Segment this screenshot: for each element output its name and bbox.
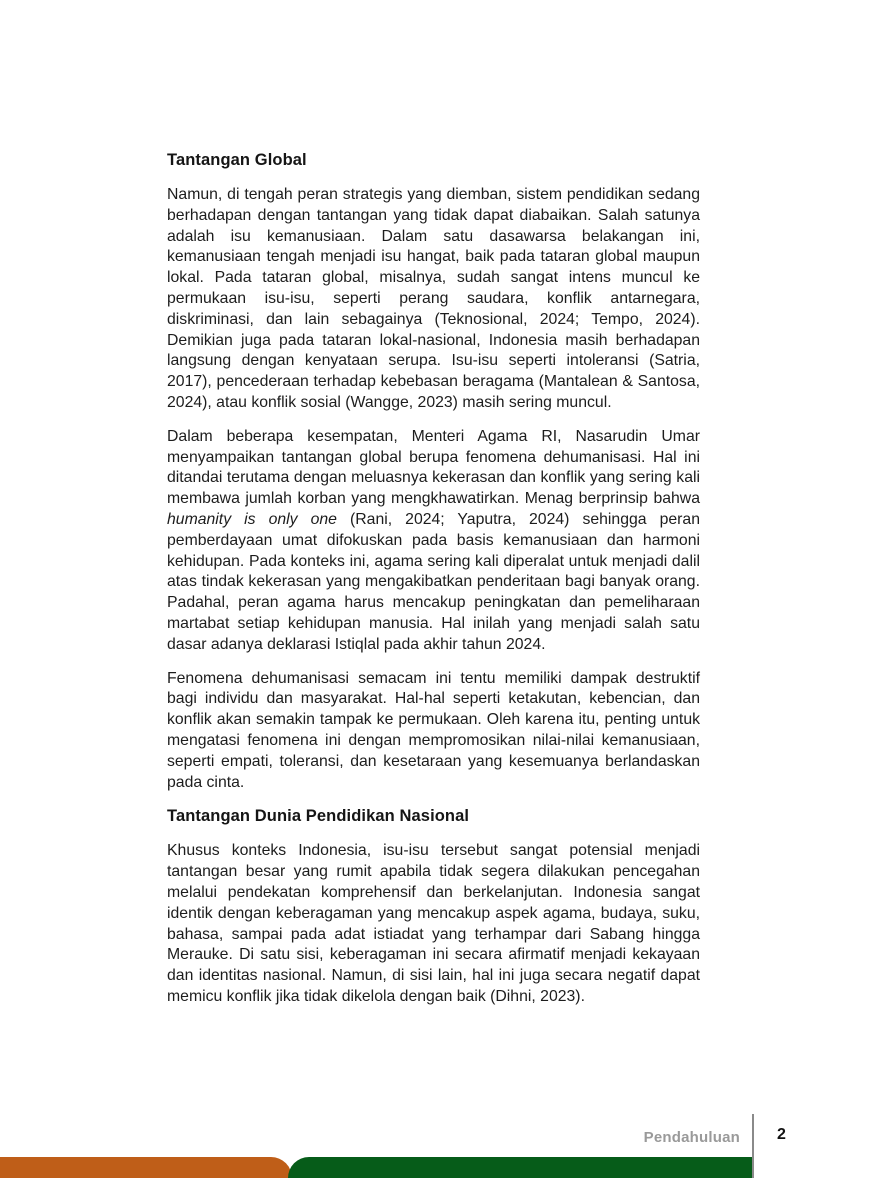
footer-page-number: 2 [777, 1126, 786, 1143]
section-heading: Tantangan Dunia Pendidikan Nasional [167, 807, 470, 826]
footer-divider-rule [752, 1114, 754, 1178]
section-heading: Tantangan Global [167, 151, 307, 169]
text-run: Khusus konteks Indonesia, isu-isu tersebut sangat potensial menjadi tantangan besar yang rumit apabila tidak segera dilakukan pencegahan melalui pendekatan komprehensif dan berkelanjutan. Indonesia sangat identik dengan keberagaman yang mencakup aspek agama, budaya, suku, bahasa, sampai pada adat istiadat yang terhampar dari Sabang hingga Merauke. Di satu sisi, keberagaman ini secara afirmatif menjadi kekayaan dan identitas nasional. Namun, di sisi lain, hal ini juga secara negatif dapat memicu konflik jika tidak dikelola dengan baik (Dihni, 2023). [167, 842, 700, 1005]
paragraph [167, 185, 700, 414]
text-run: Fenomena dehumanisasi semacam ini tentu memiliki dampak destruktif bagi individu dan masyarakat. Hal-hal seperti ketakutan, kebencian, dan konflik akan semakin tampak ke permukaan. Oleh karena itu, penting untuk mengatasi fenomena ini dengan mempromosikan nilai-nilai kemanusiaan, seperti empati, toleransi, dan kesetaraan yang kesemuanya berlandaskan pada cinta. [167, 669, 700, 791]
footer-accent-bar-green [288, 1157, 753, 1178]
page-content [167, 150, 700, 1021]
paragraph [167, 427, 700, 656]
text-run: (Rani, 2024; Yaputra, 2024) sehingga peran pemberdayaan umat difokuskan pada basis kemanusiaan dan harmoni kehidupan. Pada konteks ini, agama sering kali diperalat untuk menjadi dalil atas tindak kekerasan yang mengakibatkan penderitaan bagi banyak orang. Padahal, peran agama harus mencakup peningkatan dan pemeliharaan martabat setiap kehidupan manusia. Hal inilah yang menjadi salah satu dasar adanya deklarasi Istiqlal pada akhir tahun 2024. [167, 510, 701, 653]
footer-section-label: Pendahuluan [643, 1129, 740, 1146]
text-run: Dalam beberapa kesempatan, Menteri Agama RI, Nasarudin Umar menyampaikan tantangan global berupa fenomena dehumanisasi. Hal ini ditandai terutama dengan meluasnya kekerasan dan konflik yang sering kali membawa jumlah korban yang mengkhawatirkan. Menag berprinsip bahwa [167, 427, 700, 508]
italic-phrase: humanity is only one [167, 510, 337, 528]
text-run: Namun, di tengah peran strategis yang diemban, sistem pendidikan sedang berhadapan dengan tantangan yang tidak dapat diabaikan. Salah satunya adalah isu kemanusiaan. Dalam satu dasawarsa belakangan ini, kemanusiaan tengah menjadi isu hangat, baik pada tataran global maupun lokal. Pada tataran global, misalnya, sudah sangat intens muncul ke permukaan isu-isu, seperti perang saudara, konflik antarnegara, diskriminasi, dan lain sebagainya (Teknosional, 2024; Tempo, 2024). Demikian juga pada tataran lokal-nasional, Indonesia masih berhadapan langsung dengan kenyataan serupa. Isu-isu seperti intoleransi (Satria, 2017), pencederaan terhadap kebebasan beragama (Mantalean & Santosa, 2024), atau konflik sosial (Wangge, 2023) masih sering muncul. [167, 186, 700, 411]
paragraph [167, 841, 700, 1007]
footer-accent-bar-orange [0, 1157, 292, 1178]
paragraph [167, 669, 700, 794]
